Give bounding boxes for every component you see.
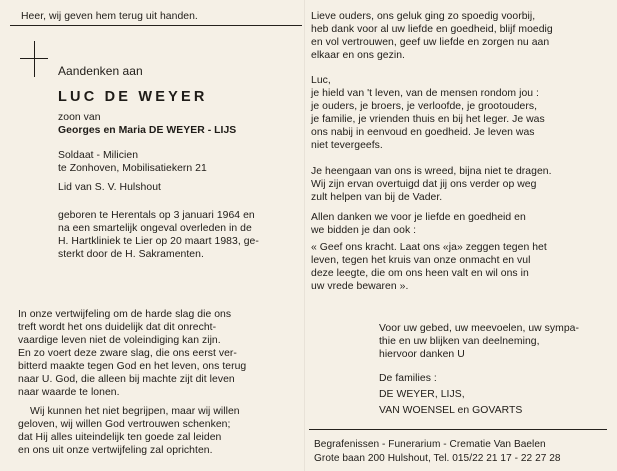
verse1-line-2: treft wordt het ons duidelijk dat dit onrecht- <box>18 322 217 333</box>
families-label: De families : <box>379 373 437 384</box>
footer-divider <box>309 429 607 430</box>
families-line-2: VAN WOENSEL en GOVARTS <box>379 405 523 416</box>
verse2-line-4: en ons uit onze vertwijfeling zal oprichten. <box>18 445 213 456</box>
verse1-line-7: naar waarde te lonen. <box>18 387 120 398</box>
para2-line-3: je familie, je vrienden thuis en bij het leger. Je was <box>311 114 545 125</box>
top-left-divider <box>10 25 302 26</box>
verse1-line-1: In onze vertwijfeling om de harde slag die ons <box>18 309 232 320</box>
thanks-line-1: Voor uw gebed, uw meevoelen, uw sympa- <box>379 323 580 334</box>
families-line-1: DE WEYER, LIJS, <box>379 389 465 400</box>
prayer-line-1: « Geef ons kracht. Laat ons «ja» zeggen tegen het <box>311 242 547 253</box>
bio-line-2: na een smartelijk ongeval overleden in de <box>58 223 252 234</box>
memorial-heading: Aandenken aan <box>58 64 143 78</box>
prayer-line-3: deze leegte, die om ons heen valt en wil ons in <box>311 268 529 279</box>
service-line-1: Soldaat - Milicien <box>58 150 139 161</box>
para3-line-3: zult helpen van bij de Vader. <box>311 192 443 203</box>
prayer-line-4: uw vrede bewaren ». <box>311 281 409 292</box>
thanks-line-3: hiervoor danken U <box>379 349 465 360</box>
cross-icon <box>14 41 50 77</box>
para1-line-4: elkaar en ons gezin. <box>311 50 405 61</box>
para2-line-4: ons nabij in eenvoud en goedheid. Je leven was <box>311 127 535 138</box>
para1-line-2: heb dank voor al uw liefde en goedheid, blijf moedig <box>311 24 553 35</box>
para4-line-1: Allen danken we voor je liefde en goedheid en <box>311 212 526 223</box>
son-of-label: zoon van <box>58 112 101 123</box>
para3-line-2: Wij zijn ervan overtuigd dat jij ons verder op weg <box>311 179 537 190</box>
thanks-line-2: thie en uw blijken van deelneming, <box>379 336 540 347</box>
card-fold <box>304 0 305 471</box>
verse2-line-2: geloven, wij willen God vertrouwen schenken; <box>18 419 231 430</box>
bio-line-4: sterkt door de H. Sakramenten. <box>58 249 204 260</box>
bio-line-1: geboren te Herentals op 3 januari 1964 en <box>58 210 255 221</box>
para2-line-1: je hield van 't leven, van de mensen rondom jou : <box>311 88 539 99</box>
para1-line-1: Lieve ouders, ons geluk ging zo spoedig voorbij, <box>311 11 536 22</box>
deceased-name: LUC DE WEYER <box>58 89 208 105</box>
para2-line-2: je ouders, je broers, je verloofde, je grootouders, <box>311 101 538 112</box>
funeral-home-line-1: Begrafenissen - Funerarium - Crematie Van Baelen <box>314 439 546 450</box>
verse1-line-4: En zo voert deze zware slag, die ons eerst ver- <box>18 348 237 359</box>
prayer-line-2: leven, tegen het kruis van onze onmacht en vul <box>311 255 531 266</box>
funeral-home-line-2: Grote baan 200 Hulshout, Tel. 015/22 21 17 - 22 27 28 <box>314 453 561 464</box>
club-membership: Lid van S. V. Hulshout <box>58 182 161 193</box>
para4-line-2: we bidden je dan ook : <box>311 225 417 236</box>
parents-names: Georges en Maria DE WEYER - LIJS <box>58 125 237 136</box>
verse1-line-6: naar U. God, die alleen bij machte zijt dit leven <box>18 374 235 385</box>
para2-salutation: Luc, <box>311 75 331 86</box>
opening-line: Heer, wij geven hem terug uit handen. <box>21 11 198 22</box>
para3-line-1: Je heengaan van ons is wreed, bijna niet te dragen. <box>311 166 552 177</box>
verse1-line-3: vaardige leven niet de voleindiging kan zijn. <box>18 335 221 346</box>
para2-line-5: niet tevergeefs. <box>311 140 383 151</box>
verse2-line-1: Wij kunnen het niet begrijpen, maar wij willen <box>30 406 240 417</box>
verse1-line-5: bitterd maakte tegen God en het leven, ons terug <box>18 361 247 372</box>
para1-line-3: en vol vertrouwen, geef uw liefde en zorgen nu aan <box>311 37 550 48</box>
verse2-line-3: dat Hij alles uiteindelijk ten goede zal leiden <box>18 432 222 443</box>
service-line-2: te Zonhoven, Mobilisatiekern 21 <box>58 163 207 174</box>
bio-line-3: H. Hartkliniek te Lier op 20 maart 1983, ge- <box>58 236 259 247</box>
